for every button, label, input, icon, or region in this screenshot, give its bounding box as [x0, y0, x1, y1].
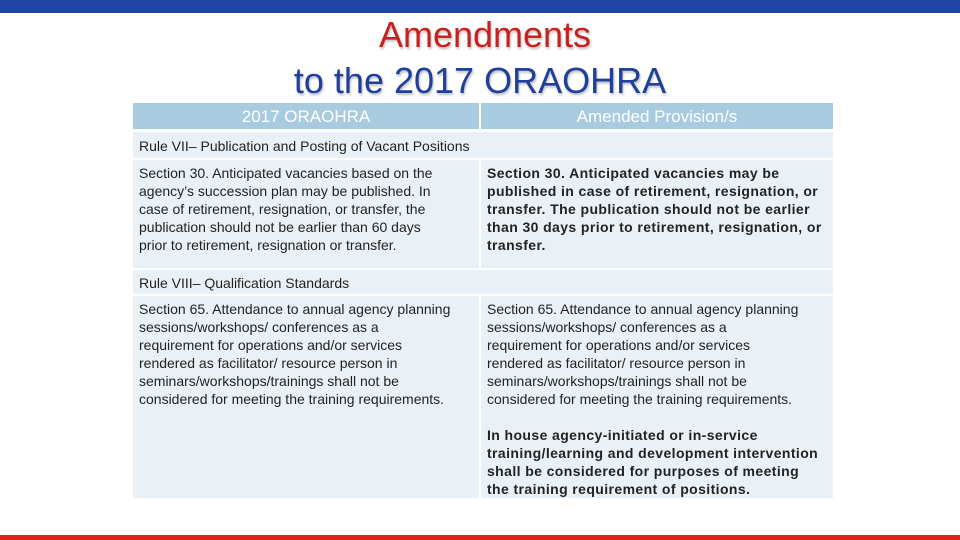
rule-8-label: Rule VIII– Qualification Standards: [133, 270, 833, 294]
rule-8-amended-addition: In house agency-initiated or in-service training/learning and development intervention shall be considered for purposes of meeting the training requirement of positions.: [487, 427, 819, 497]
top-accent-bar: [0, 0, 960, 13]
rule-8-original-text: Section 65. Attendance to annual agency planning sessions/workshops/ conferences as a requirement for operations and/or services rendered as facilitator/ resource person in seminars/workshops/trainings shall not be considered for meeting the training requirements.: [133, 296, 479, 498]
header-amended-provisions: Amended Provision/s: [481, 103, 833, 129]
rule-7-amended-text: Section 30. Anticipated vacancies may be published in case of retirement, resignation, or transfer. The publication should not be earlier than 30 days prior to retirement, resignation, or transfer.: [481, 160, 833, 268]
rule-7-original-text: Section 30. Anticipated vacancies based on the agency’s succession plan may be published. In case of retirement, resignation, or transfer, the publication should not be earlier than 60 days prior to retirement, resignation or transfer.: [133, 160, 479, 268]
rule-7-label: Rule VII– Publication and Posting of Vacant Positions: [133, 132, 833, 158]
bottom-accent-bar: [0, 535, 960, 540]
slide-title-line-1: Amendments: [378, 14, 592, 55]
header-2017-oraohra: 2017 ORAOHRA: [133, 103, 479, 129]
slide-title-line-2: to the 2017 ORAOHRA: [293, 60, 667, 101]
rule-8-amended-text: Section 65. Attendance to annual agency planning sessions/workshops/ conferences as a requirement for operations and/or services rendered as facilitator/ resource person in seminars/workshops/trainings shall not be considered for meeting the training requirements.: [487, 301, 799, 407]
rule-8-amended-cell: [481, 296, 833, 498]
